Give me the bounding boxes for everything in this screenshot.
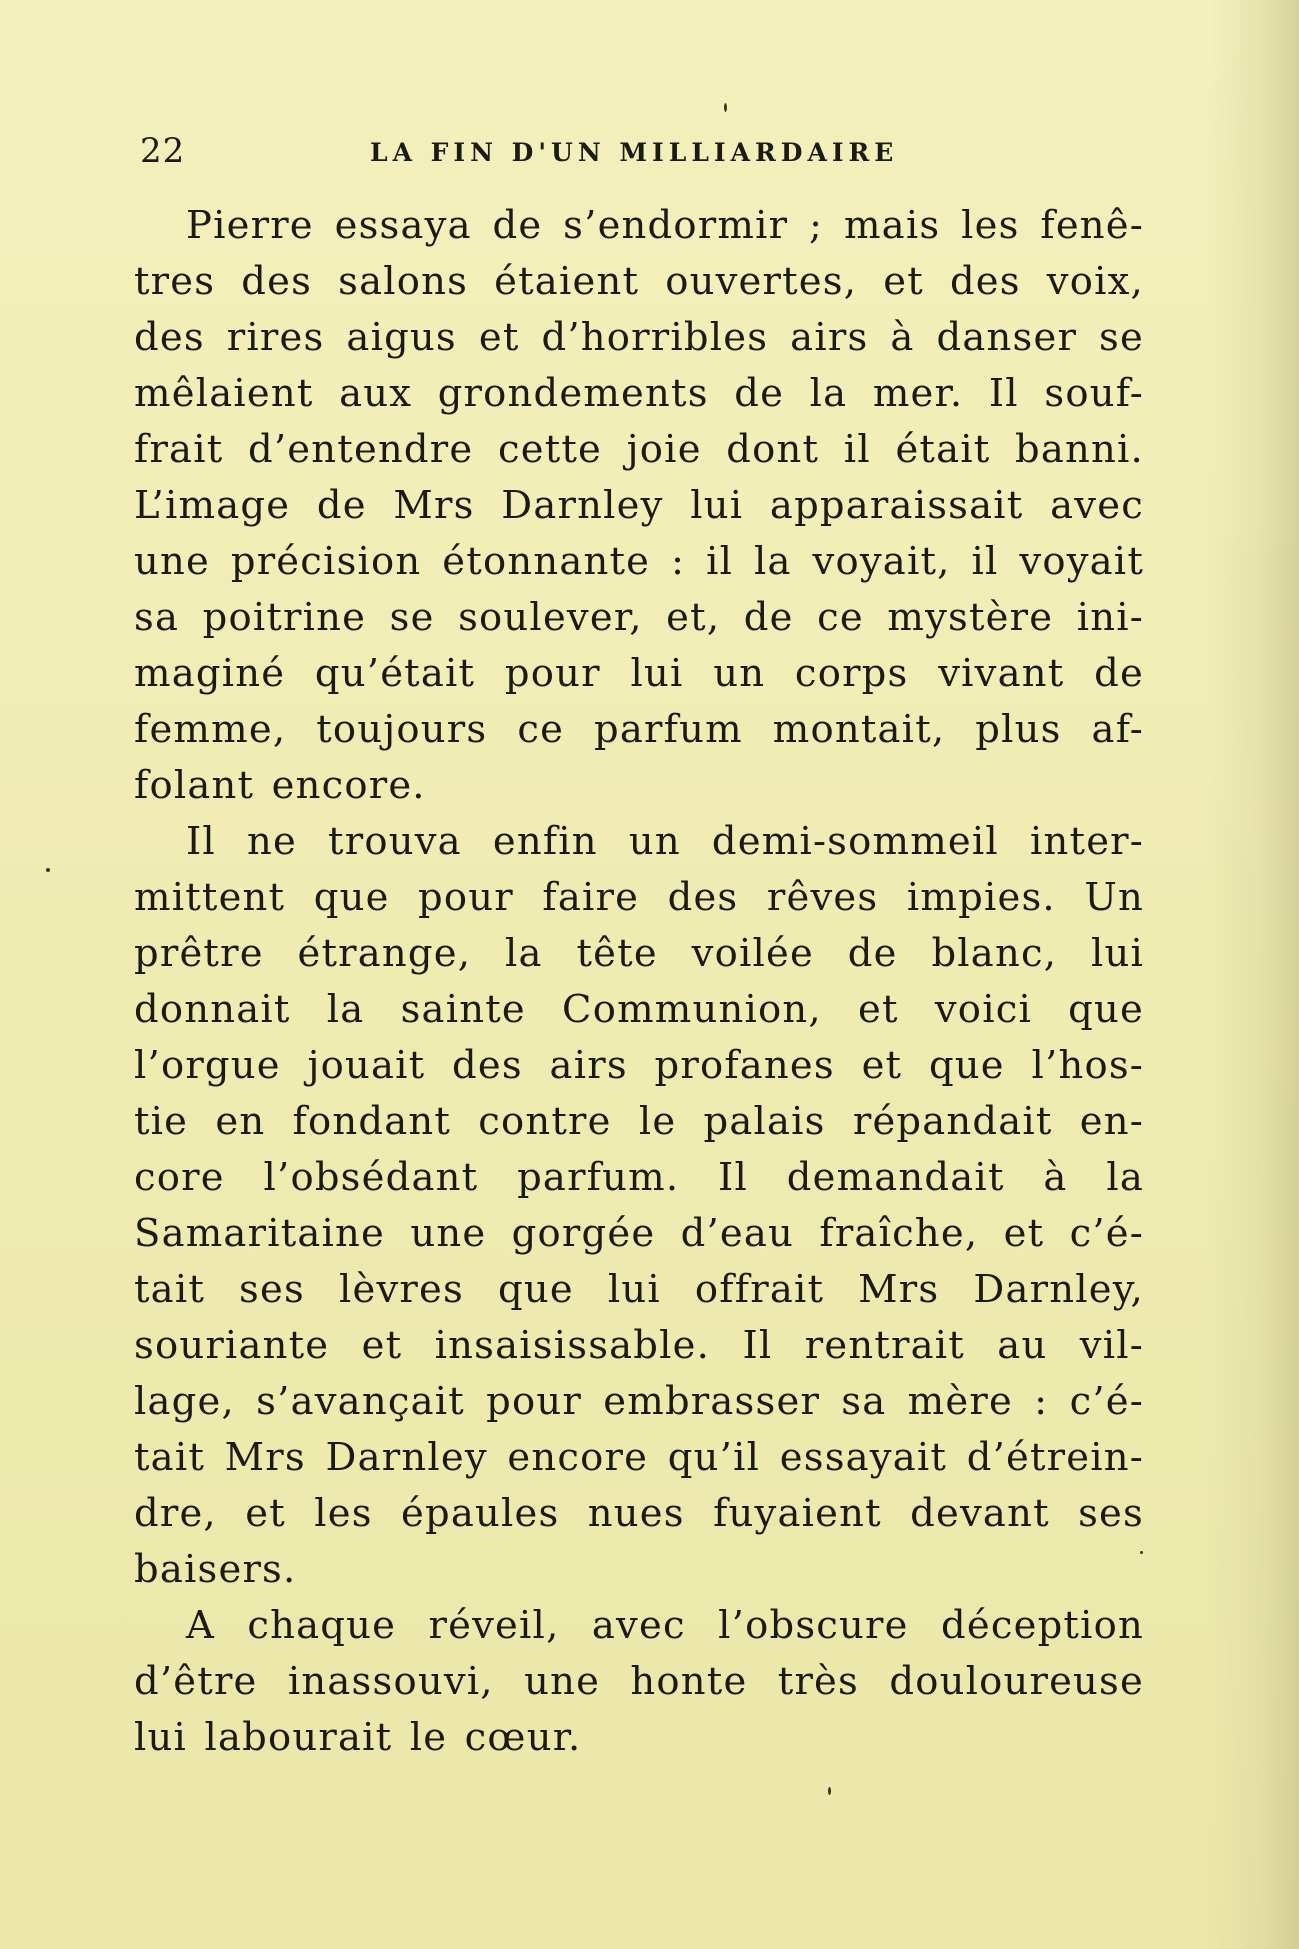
paragraph-2 (134, 814, 1144, 1598)
text-line: folant encore. (134, 763, 426, 808)
text-line: mittent que pour faire des rêves impies. Un (134, 875, 1144, 920)
print-speck (46, 868, 50, 872)
text-line: sa poitrine se soulever, et, de ce mystère ini- (134, 595, 1144, 640)
body-text (134, 198, 1144, 1766)
text-line: tait ses lèvres que lui offrait Mrs Darnley, (134, 1267, 1144, 1312)
print-speck (828, 1787, 831, 1795)
text-line: A chaque réveil, avec l’obscure déception (186, 1603, 1144, 1648)
running-head (140, 128, 940, 174)
text-line: lage, s’avançait pour embrasser sa mère : c’é- (134, 1379, 1144, 1424)
text-line: tait Mrs Darnley encore qu’il essayait d’étrein- (134, 1435, 1144, 1480)
text-line: des rires aigus et d’horribles airs à danser se (134, 315, 1144, 360)
text-line: maginé qu’était pour lui un corps vivant de (134, 651, 1144, 696)
page-number: 22 (140, 131, 186, 171)
text-line: d’être inassouvi, une honte très douloureuse (134, 1659, 1144, 1704)
text-line: dre, et les épaules nues fuyaient devant ses (134, 1491, 1144, 1536)
print-speck (724, 103, 727, 112)
text-line: L’image de Mrs Darnley lui apparaissait avec (134, 483, 1144, 528)
print-speck (1140, 1551, 1143, 1554)
text-line: Pierre essaya de s’endormir ; mais les fenê- (186, 203, 1144, 248)
text-line: souriante et insaisissable. Il rentrait au vil- (134, 1323, 1144, 1368)
text-line: core l’obsédant parfum. Il demandait à la (134, 1155, 1144, 1200)
text-line: baisers. (134, 1547, 297, 1592)
text-line: mêlaient aux grondements de la mer. Il souf- (134, 371, 1144, 416)
text-line: l’orgue jouait des airs profanes et que l’hos- (134, 1043, 1144, 1088)
text-line: tie en fondant contre le palais répandait en- (134, 1099, 1144, 1144)
text-line: une précision étonnante : il la voyait, il voyait (134, 539, 1144, 584)
text-line: tres des salons étaient ouvertes, et des voix, (134, 259, 1144, 304)
text-line: femme, toujours ce parfum montait, plus af- (134, 707, 1144, 752)
paragraph-3 (134, 1598, 1144, 1766)
paragraph-1 (134, 198, 1144, 814)
text-line: lui labourait le cœur. (134, 1715, 582, 1760)
text-line: Il ne trouva enfin un demi-sommeil inter- (186, 819, 1144, 864)
text-line: prêtre étrange, la tête voilée de blanc, lui (134, 931, 1144, 976)
text-line: donnait la sainte Communion, et voici que (134, 987, 1144, 1032)
text-line: Samaritaine une gorgée d’eau fraîche, et c’é- (134, 1211, 1144, 1256)
running-title: LA FIN D'UN MILLIARDAIRE (370, 138, 899, 167)
text-line: frait d’entendre cette joie dont il était banni. (134, 427, 1144, 472)
